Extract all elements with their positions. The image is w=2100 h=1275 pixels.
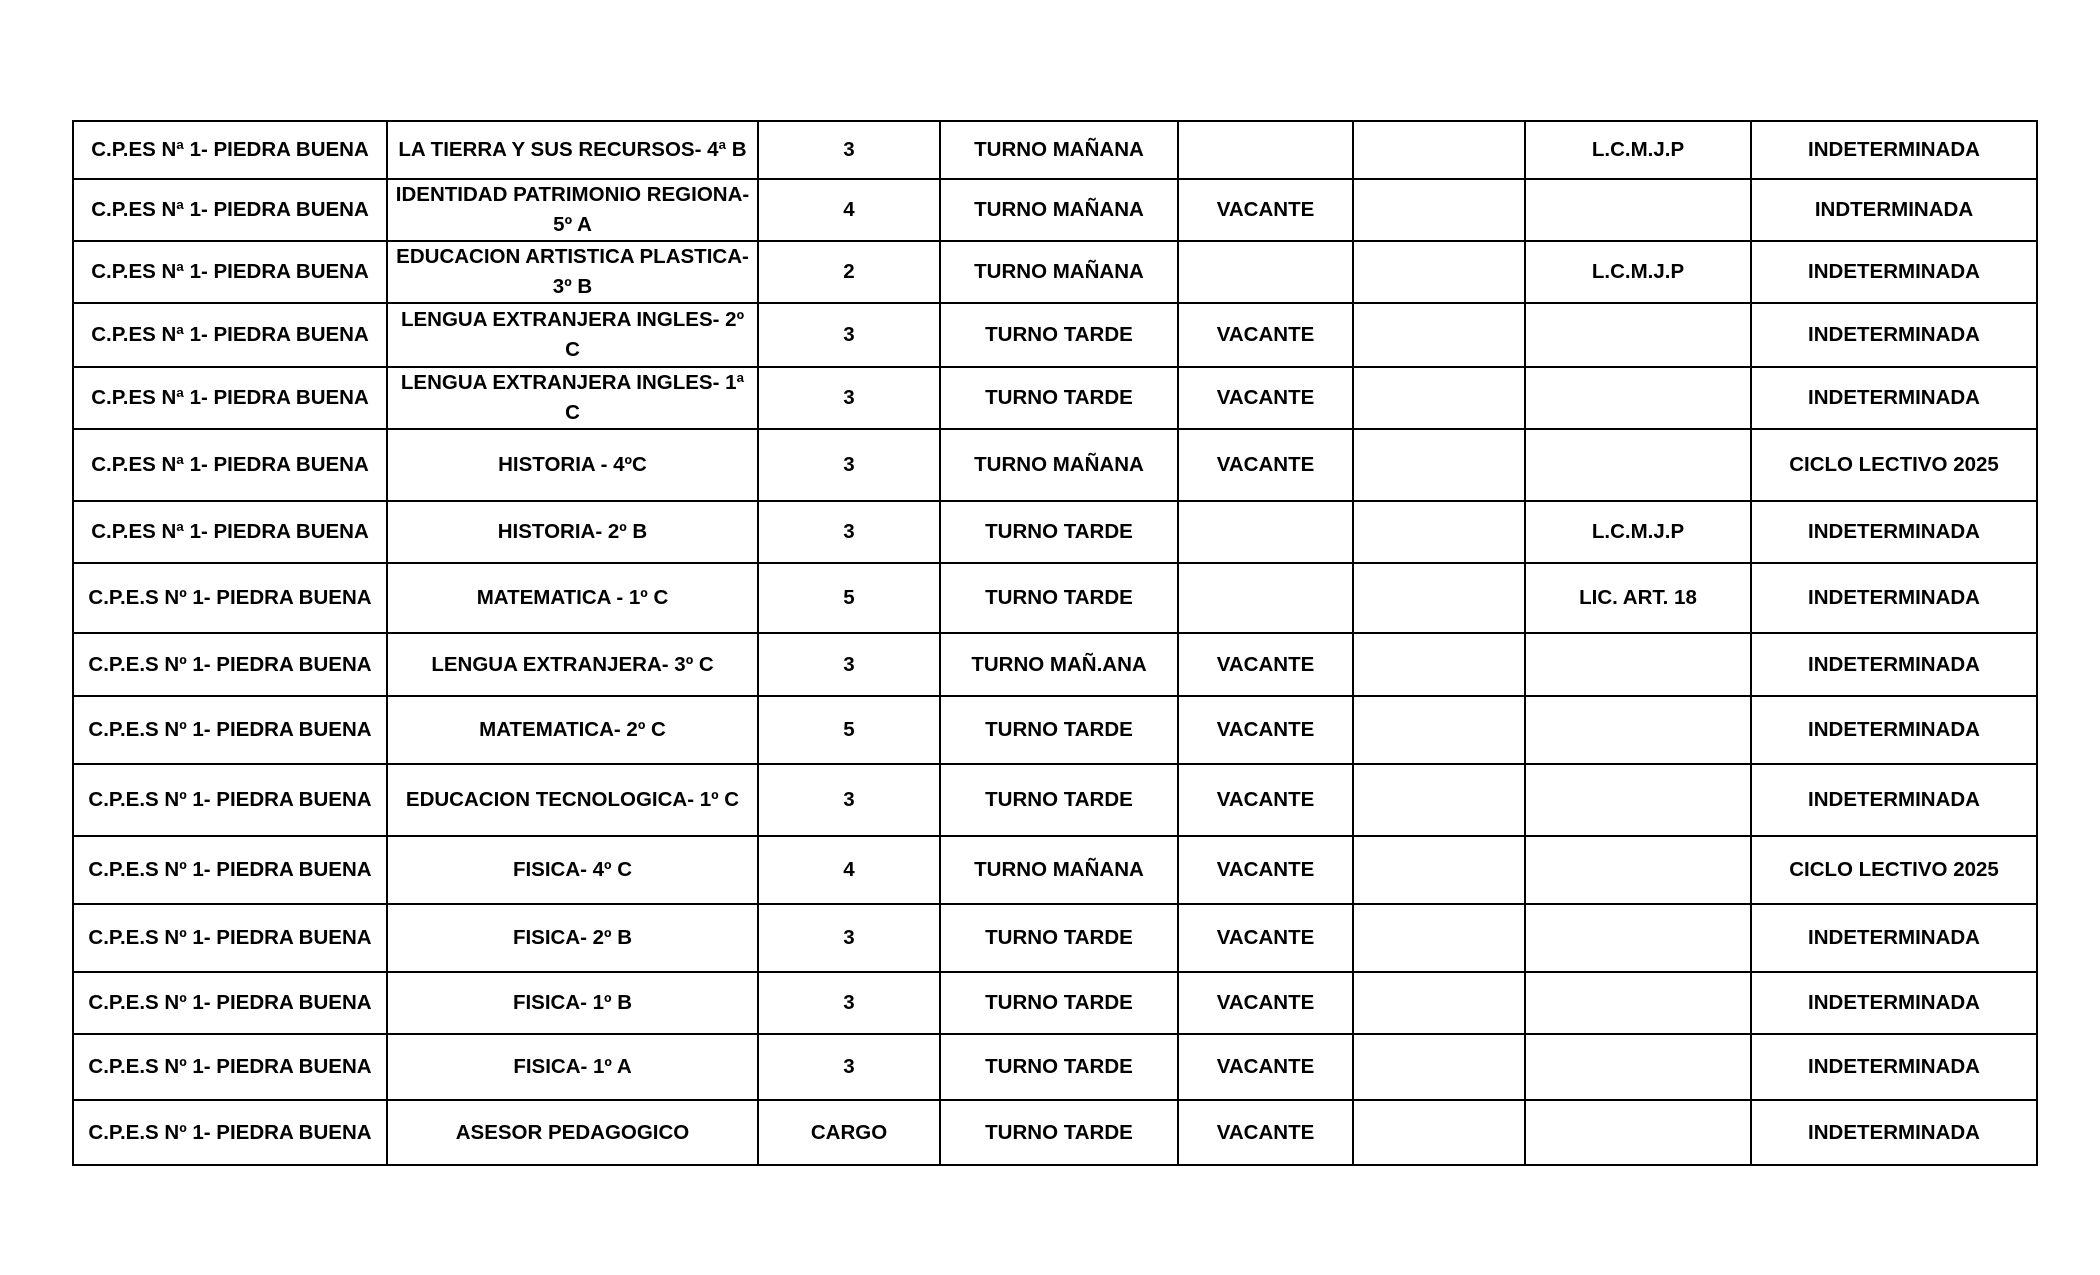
blank-cell	[1353, 1034, 1525, 1100]
hours-cell: 3	[758, 904, 940, 972]
subject-cell: FISICA- 4º C	[387, 836, 758, 904]
license-cell: L.C.M.J.P	[1525, 121, 1751, 179]
duration-cell: INDETERMINADA	[1751, 904, 2037, 972]
vacancy-cell: VACANTE	[1178, 1100, 1353, 1165]
blank-cell	[1353, 303, 1525, 367]
hours-cell: 5	[758, 696, 940, 764]
shift-cell: TURNO TARDE	[940, 904, 1178, 972]
blank-cell	[1353, 633, 1525, 696]
license-cell	[1525, 836, 1751, 904]
duration-cell: INDETERMINADA	[1751, 241, 2037, 303]
hours-cell: 4	[758, 836, 940, 904]
hours-cell: 3	[758, 429, 940, 501]
license-cell	[1525, 696, 1751, 764]
vacancy-cell	[1178, 241, 1353, 303]
duration-cell: INDETERMINADA	[1751, 764, 2037, 836]
table-row	[73, 904, 2037, 972]
hours-cell: 3	[758, 764, 940, 836]
duration-cell: CICLO LECTIVO 2025	[1751, 836, 2037, 904]
blank-cell	[1353, 972, 1525, 1034]
school-cell: C.P.E.S Nº 1- PIEDRA BUENA	[73, 1034, 387, 1100]
duration-cell: INDETERMINADA	[1751, 696, 2037, 764]
duration-cell: CICLO LECTIVO 2025	[1751, 429, 2037, 501]
school-cell: C.P.E.S Nº 1- PIEDRA BUENA	[73, 633, 387, 696]
license-cell	[1525, 1100, 1751, 1165]
subject-cell: IDENTIDAD PATRIMONIO REGIONA- 5º A	[387, 179, 758, 241]
subject-cell: HISTORIA- 2º B	[387, 501, 758, 563]
table-row	[73, 303, 2037, 367]
table-row	[73, 764, 2037, 836]
subject-cell: LENGUA EXTRANJERA INGLES- 2º C	[387, 303, 758, 367]
shift-cell: TURNO TARDE	[940, 972, 1178, 1034]
vacancy-cell: VACANTE	[1178, 696, 1353, 764]
school-cell: C.P.ES Nª 1- PIEDRA BUENA	[73, 241, 387, 303]
vacancy-cell: VACANTE	[1178, 904, 1353, 972]
vacancy-cell: VACANTE	[1178, 836, 1353, 904]
shift-cell: TURNO TARDE	[940, 501, 1178, 563]
license-cell: L.C.M.J.P	[1525, 241, 1751, 303]
blank-cell	[1353, 501, 1525, 563]
table-row	[73, 563, 2037, 633]
blank-cell	[1353, 696, 1525, 764]
table-row	[73, 241, 2037, 303]
table-row	[73, 696, 2037, 764]
license-cell	[1525, 764, 1751, 836]
subject-cell: LENGUA EXTRANJERA- 3º C	[387, 633, 758, 696]
hours-cell: 3	[758, 121, 940, 179]
school-cell: C.P.E.S Nº 1- PIEDRA BUENA	[73, 1100, 387, 1165]
subject-cell: FISICA- 1º B	[387, 972, 758, 1034]
vacancy-cell: VACANTE	[1178, 367, 1353, 429]
shift-cell: TURNO MAÑANA	[940, 121, 1178, 179]
duration-cell: INDETERMINADA	[1751, 563, 2037, 633]
school-cell: C.P.E.S Nº 1- PIEDRA BUENA	[73, 696, 387, 764]
license-cell: L.C.M.J.P	[1525, 501, 1751, 563]
vacancy-cell	[1178, 563, 1353, 633]
hours-cell: 3	[758, 972, 940, 1034]
shift-cell: TURNO TARDE	[940, 563, 1178, 633]
table-row	[73, 1100, 2037, 1165]
blank-cell	[1353, 121, 1525, 179]
blank-cell	[1353, 241, 1525, 303]
blank-cell	[1353, 563, 1525, 633]
shift-cell: TURNO MAÑ.ANA	[940, 633, 1178, 696]
shift-cell: TURNO TARDE	[940, 1100, 1178, 1165]
license-cell: LIC. ART. 18	[1525, 563, 1751, 633]
vacancy-cell: VACANTE	[1178, 1034, 1353, 1100]
vacancy-cell	[1178, 501, 1353, 563]
blank-cell	[1353, 429, 1525, 501]
school-cell: C.P.ES Nª 1- PIEDRA BUENA	[73, 429, 387, 501]
table-row	[73, 501, 2037, 563]
duration-cell: INDTERMINADA	[1751, 179, 2037, 241]
shift-cell: TURNO TARDE	[940, 1034, 1178, 1100]
shift-cell: TURNO TARDE	[940, 696, 1178, 764]
subject-cell: EDUCACION TECNOLOGICA- 1º C	[387, 764, 758, 836]
subject-cell: FISICA- 2º B	[387, 904, 758, 972]
vacancy-cell: VACANTE	[1178, 303, 1353, 367]
school-cell: C.P.E.S Nº 1- PIEDRA BUENA	[73, 904, 387, 972]
school-cell: C.P.ES Nª 1- PIEDRA BUENA	[73, 501, 387, 563]
school-cell: C.P.ES Nª 1- PIEDRA BUENA	[73, 303, 387, 367]
table-row	[73, 633, 2037, 696]
vacancy-cell: VACANTE	[1178, 179, 1353, 241]
license-cell	[1525, 367, 1751, 429]
shift-cell: TURNO TARDE	[940, 764, 1178, 836]
subject-cell: MATEMATICA- 2º C	[387, 696, 758, 764]
table-row	[73, 972, 2037, 1034]
duration-cell: INDETERMINADA	[1751, 367, 2037, 429]
license-cell	[1525, 972, 1751, 1034]
table-body	[73, 121, 2037, 1165]
license-cell	[1525, 1034, 1751, 1100]
blank-cell	[1353, 764, 1525, 836]
vacancy-cell: VACANTE	[1178, 429, 1353, 501]
table-row	[73, 429, 2037, 501]
duration-cell: INDETERMINADA	[1751, 633, 2037, 696]
duration-cell: INDETERMINADA	[1751, 972, 2037, 1034]
table-row	[73, 367, 2037, 429]
school-cell: C.P.ES Nª 1- PIEDRA BUENA	[73, 179, 387, 241]
hours-cell: 4	[758, 179, 940, 241]
shift-cell: TURNO MAÑANA	[940, 179, 1178, 241]
subject-cell: EDUCACION ARTISTICA PLASTICA- 3º B	[387, 241, 758, 303]
table-row	[73, 179, 2037, 241]
duration-cell: INDETERMINADA	[1751, 501, 2037, 563]
blank-cell	[1353, 904, 1525, 972]
hours-cell: 3	[758, 303, 940, 367]
subject-cell: ASESOR PEDAGOGICO	[387, 1100, 758, 1165]
school-cell: C.P.E.S Nº 1- PIEDRA BUENA	[73, 972, 387, 1034]
subject-cell: FISICA- 1º A	[387, 1034, 758, 1100]
subject-cell: MATEMATICA - 1º C	[387, 563, 758, 633]
school-cell: C.P.ES Nª 1- PIEDRA BUENA	[73, 367, 387, 429]
license-cell	[1525, 303, 1751, 367]
vacancy-cell: VACANTE	[1178, 764, 1353, 836]
hours-cell: 3	[758, 501, 940, 563]
school-cell: C.P.E.S Nº 1- PIEDRA BUENA	[73, 563, 387, 633]
subject-cell: LA TIERRA Y SUS RECURSOS- 4ª B	[387, 121, 758, 179]
vacancy-cell	[1178, 121, 1353, 179]
subject-cell: LENGUA EXTRANJERA INGLES- 1ª C	[387, 367, 758, 429]
shift-cell: TURNO MAÑANA	[940, 429, 1178, 501]
subject-cell: HISTORIA - 4ºC	[387, 429, 758, 501]
blank-cell	[1353, 836, 1525, 904]
school-cell: C.P.ES Nª 1- PIEDRA BUENA	[73, 121, 387, 179]
shift-cell: TURNO TARDE	[940, 303, 1178, 367]
hours-cell: CARGO	[758, 1100, 940, 1165]
hours-cell: 3	[758, 1034, 940, 1100]
blank-cell	[1353, 1100, 1525, 1165]
blank-cell	[1353, 179, 1525, 241]
duration-cell: INDETERMINADA	[1751, 303, 2037, 367]
table-row	[73, 836, 2037, 904]
duration-cell: INDETERMINADA	[1751, 1100, 2037, 1165]
license-cell	[1525, 904, 1751, 972]
hours-cell: 5	[758, 563, 940, 633]
table-row	[73, 121, 2037, 179]
shift-cell: TURNO MAÑANA	[940, 836, 1178, 904]
duration-cell: INDETERMINADA	[1751, 1034, 2037, 1100]
school-cell: C.P.E.S Nº 1- PIEDRA BUENA	[73, 836, 387, 904]
table-row	[73, 1034, 2037, 1100]
license-cell	[1525, 633, 1751, 696]
hours-cell: 3	[758, 633, 940, 696]
hours-cell: 2	[758, 241, 940, 303]
vacancy-table	[72, 120, 2038, 1166]
school-cell: C.P.E.S Nº 1- PIEDRA BUENA	[73, 764, 387, 836]
vacancy-cell: VACANTE	[1178, 633, 1353, 696]
license-cell	[1525, 429, 1751, 501]
blank-cell	[1353, 367, 1525, 429]
license-cell	[1525, 179, 1751, 241]
duration-cell: INDETERMINADA	[1751, 121, 2037, 179]
shift-cell: TURNO TARDE	[940, 367, 1178, 429]
shift-cell: TURNO MAÑANA	[940, 241, 1178, 303]
vacancy-cell: VACANTE	[1178, 972, 1353, 1034]
hours-cell: 3	[758, 367, 940, 429]
